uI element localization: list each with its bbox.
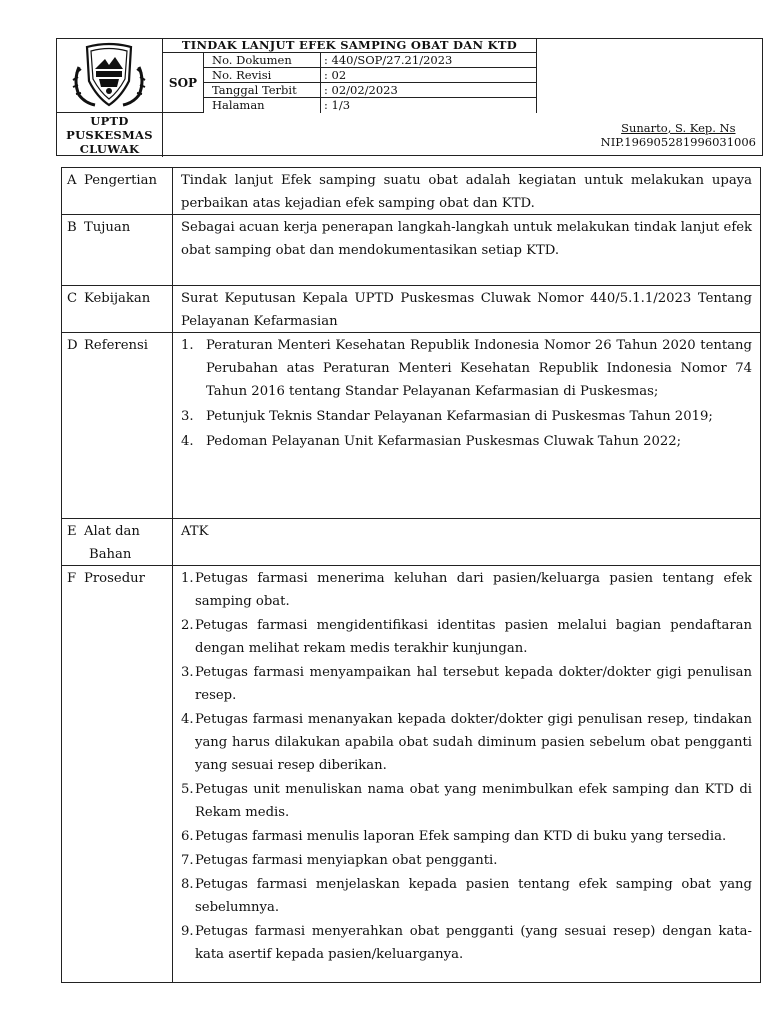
list-item: 1. Peraturan Menteri Kesehatan Republik Indonesia Nomor 26 Tahun 2020 tentang Perubahan atas Peraturan Menteri Kesehatan Republik Indonesia Nomor 74 Tahun 2016 tentang Standar Pelayanan Kefarmasian di Puskesmas;	[181, 338, 752, 399]
list-item: 6. Petugas farmasi menulis laporan Efek samping dan KTD di buku yang tersedia.	[181, 829, 727, 844]
list-item: 4. Pedoman Pelayanan Unit Kefarmasian Puskesmas Cluwak Tahun 2022;	[181, 434, 682, 449]
section-referensi: D Referensi 1. Peraturan Menteri Kesehatan Republik Indonesia Nomor 26 Tahun 2020 tentang Perubahan atas Peraturan Menteri Kesehatan Republik Indonesia Nomor 74 Tahun 2016 tentang Standar Pelayanan Kefarmasian di Puskesmas; 3. Petunjuk Teknis Standar Pelayanan Kefarmasian di Puskesmas Tahun 2019; 4. Pedoman Pelayanan Unit Kefarmasian Puskesmas Cluwak Tahun 2022;	[62, 333, 760, 519]
meta-row: Tanggal Terbit : 02/02/2023	[204, 83, 537, 98]
section-kebijakan: C Kebijakan Surat Keputusan Kepala UPTD Puskesmas Cluwak Nomor 440/5.1.1/2023 Tentang Pelayanan Kefarmasian	[62, 286, 760, 333]
signer-name: Sunarto, S. Kep. Ns	[621, 121, 736, 135]
list-item: 4. Petugas farmasi menanyakan kepada dokter/dokter gigi penulisan resep, tindakan yang harus dilakukan apabila obat sudah diminum pasien sebelum obat pengganti yang sesuai resep diberikan.	[181, 712, 752, 773]
section-prosedur: F Prosedur 1. Petugas farmasi menerima keluhan dari pasien/keluarga pasien tentang efek samping obat. 2. Petugas farmasi mengidentifikasi identitas pasien melalui bagian pendaftaran dengan melihat rekam medis terakhir kunjungan. 3. Petugas farmasi menyampaikan hal tersebut kepada dokter/dokter gigi penulisan resep. 4. Petugas farmasi menanyakan kepada dokter/dokter gigi penulisan resep, tindakan yang harus dilakukan apabila obat sudah diminum pasien sebelum obat pengganti yang sesuai resep diberikan. 5. Petugas unit menuliskan nama obat yang menimbulkan efek samping dan KTD di Rekam medis. 6. Petugas farmasi menulis laporan Efek samping dan KTD di buku yang tersedia. 7. Petugas farmasi menyiapkan obat pengganti. 8. Petugas farmasi menjelaskan kepada pasien tentang efek samping obat yang sebelumnya. 9. Petugas farmasi menyerahkan obat pengganti (yang sesuai resep) dengan kata-kata asertif kepada pasien/keluarganya.	[62, 566, 760, 982]
organization-name: UPTD PUSKESMAS CLUWAK	[57, 113, 163, 157]
section-alat-dan-bahan: E Alat dan Bahan ATK	[62, 519, 760, 566]
signer-nip: NIP.196905281996031006	[600, 135, 756, 149]
meta-row: No. Revisi : 02	[204, 68, 537, 83]
sop-body-table	[61, 167, 761, 983]
list-item: 9. Petugas farmasi menyerahkan obat pengganti (yang sesuai resep) dengan kata-kata asertif kepada pasien/keluarganya.	[181, 924, 752, 962]
list-item: 3. Petunjuk Teknis Standar Pelayanan Kefarmasian di Puskesmas Tahun 2019;	[181, 409, 713, 424]
document-meta	[204, 53, 537, 113]
list-item: 2. Petugas farmasi mengidentifikasi identitas pasien melalui bagian pendaftaran dengan melihat rekam medis terakhir kunjungan.	[181, 618, 752, 656]
logo-cell	[57, 39, 163, 113]
signature-block	[601, 121, 756, 149]
document-header	[56, 38, 763, 156]
meta-row: No. Dokumen : 440/SOP/27.21/2023	[204, 53, 537, 68]
regency-emblem-icon	[57, 39, 161, 111]
list-item: 1. Petugas farmasi menerima keluhan dari pasien/keluarga pasien tentang efek samping obat.	[181, 571, 752, 609]
list-item: 8. Petugas farmasi menjelaskan kepada pasien tentang efek samping obat yang sebelumnya.	[181, 877, 752, 915]
document-title: TINDAK LANJUT EFEK SAMPING OBAT DAN KTD	[163, 39, 537, 53]
list-item: 3. Petugas farmasi menyampaikan hal tersebut kepada dokter/dokter gigi penulisan resep.	[181, 665, 752, 703]
section-tujuan: B Tujuan Sebagai acuan kerja penerapan langkah-langkah untuk melakukan tindak lanjut efek obat samping obat dan mendokumentasikan setiap KTD.	[62, 215, 760, 286]
section-pengertian: A Pengertian Tindak lanjut Efek samping suatu obat adalah kegiatan untuk melakukan upaya perbaikan atas kejadian efek samping obat dan KTD.	[62, 168, 760, 215]
list-item: 7. Petugas farmasi menyiapkan obat pengganti.	[181, 853, 498, 868]
list-item: 5. Petugas unit menuliskan nama obat yang menimbulkan efek samping dan KTD di Rekam medis.	[181, 782, 752, 820]
meta-row: Halaman : 1/3	[204, 98, 537, 113]
sop-label: SOP	[163, 53, 204, 113]
